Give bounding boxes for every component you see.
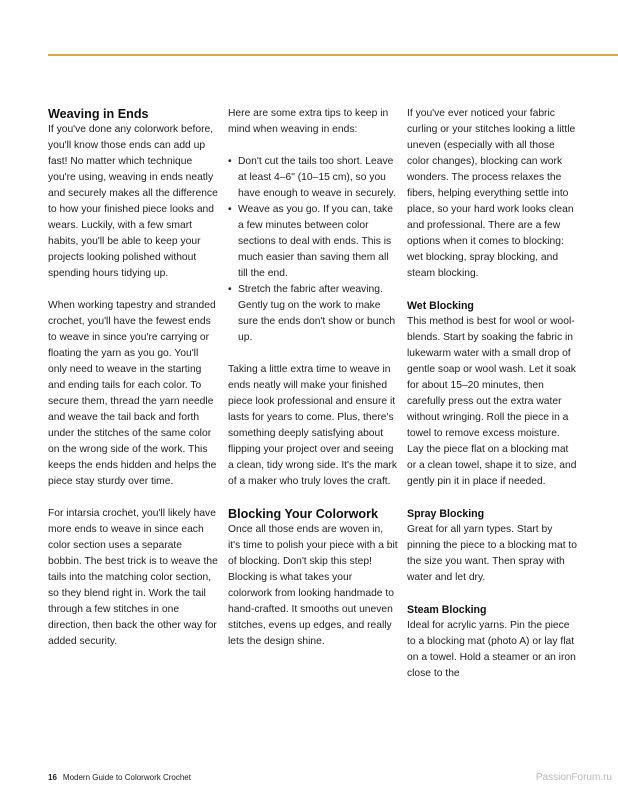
paragraph: Great for all yarn types. Start by pinning the piece to a blocking mat to the size you want. Then spray with water and let dry.: [407, 524, 578, 583]
heading-steam-blocking: Steam Blocking: [407, 604, 487, 616]
column-1: [48, 106, 218, 666]
list-item: • Weave as you go. If you can, take a few minutes between color sections to deal with ends. This is much easier than saving them all till the end.: [228, 202, 398, 282]
page-number: 16: [48, 773, 57, 782]
page-footer: [48, 773, 191, 783]
heading-blocking-your-colorwork: Blocking Your Colorwork: [228, 507, 378, 521]
heading-wet-blocking: Wet Blocking: [407, 300, 474, 312]
paragraph: This method is best for wool or wool-blends. Start by soaking the fabric in lukewarm water with a small drop of gentle soap or wool wash. Let it soak for about 15–20 minutes, then carefully press out the extra water without wringing. Roll the piece in a towel to remove excess moisture. Lay the piece flat on a blocking mat or a clean towel, shape it to size, and gently pin it in place if needed.: [407, 316, 577, 487]
heading-spray-blocking: Spray Blocking: [407, 508, 485, 520]
list-item: • Don't cut the tails too short. Leave at least 4–6" (10–15 cm), so you have enough to weave in securely.: [228, 154, 398, 202]
list-item: • Stretch the fabric after weaving. Gently tug on the work to make sure the ends don't show or bunch up.: [228, 282, 398, 346]
header-rule: [48, 54, 618, 56]
paragraph: If you've done any colorwork before, you'll know those ends can add up fast! No matter which technique you're using, weaving in ends neatly and securely makes all the difference to how your finished piece looks and wears. Luckily, with a few smart habits, you'll be able to keep your projects looking polished without spending hours tidying up.: [48, 124, 218, 279]
watermark: PassionForum.ru: [535, 772, 612, 783]
paragraph: Once all those ends are woven in, it's time to polish your piece with a bit of blocking. Don't skip this step! Blocking is what takes your colorwork from looking handmade to hand-crafted. It smooths out uneven stitches, evens up edges, and really lets the design shine.: [228, 524, 398, 647]
column-2: [228, 106, 398, 666]
tips-list: [228, 154, 398, 346]
paragraph: Taking a little extra time to weave in ends neatly will make your finished piece look professional and ensure it lasts for years to come. Plus, there's something deeply satisfying about flipping your project over and seeing a clean, tidy wrong side. It's the mark of a maker who truly loves the craft.: [228, 364, 398, 487]
paragraph: When working tapestry and stranded crochet, you'll have the fewest ends to weave in since you're carrying or floating the yarn as you go. You'll only need to weave in the starting and ending tails for each color. To secure them, thread the yarn needle and weave the tail back and forth under the stitches of the same color on the wrong side of the work. This keeps the ends hidden and helps the piece stay sturdy over time.: [48, 300, 217, 487]
column-3: [407, 106, 577, 698]
paragraph: For intarsia crochet, you'll likely have more ends to weave in since each color section uses a separate bobbin. The best trick is to weave the tails into the matching color section, so they blend right in. Work the tail through a few stitches in one direction, then back the other way for added security.: [48, 508, 218, 647]
book-title: Modern Guide to Colorwork Crochet: [62, 773, 191, 782]
paragraph: Here are some extra tips to keep in mind when weaving in ends:: [228, 108, 389, 135]
paragraph: Ideal for acrylic yarns. Pin the piece to a blocking mat (photo A) or lay flat on a towel. Hold a steamer or an iron close to the: [407, 620, 576, 679]
paragraph: If you've ever noticed your fabric curling or your stitches looking a little uneven (especially with all those color changes), blocking can work wonders. The process relaxes the fibers, helping everything settle into place, so your hard work looks clean and professional. There are a few options when it comes to blocking: wet blocking, spray blocking, and steam blocking.: [407, 108, 576, 279]
heading-weaving-in-ends: Weaving in Ends: [48, 107, 149, 121]
